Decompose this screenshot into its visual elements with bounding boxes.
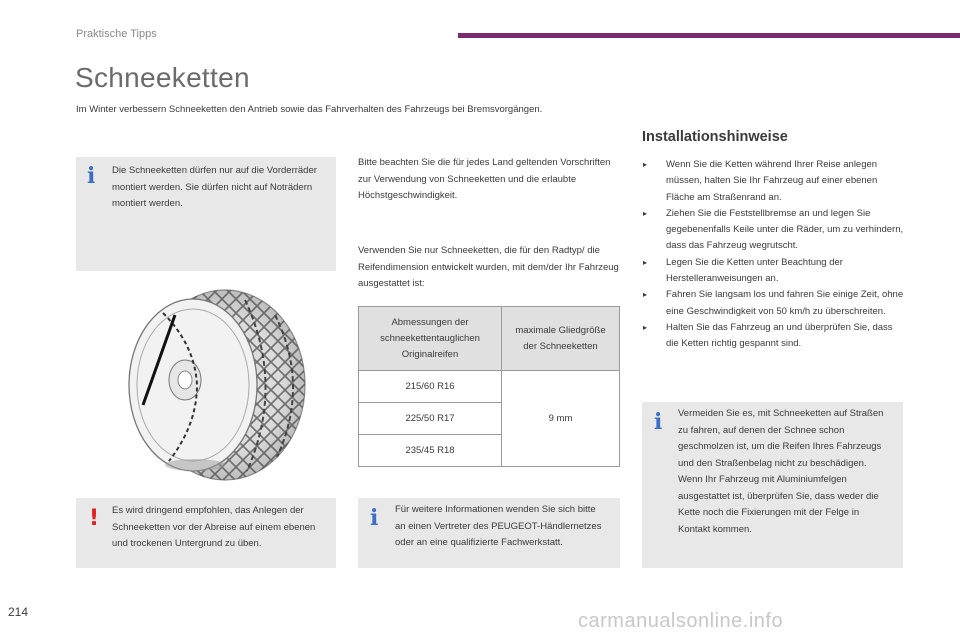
info-icon: i: [370, 505, 379, 531]
right-info-box: [642, 402, 903, 568]
watermark: carmanualsonline.info: [578, 610, 784, 632]
list-item: ▸ Halten Sie das Fahrzeug an und überprüfen Sie, dass die Ketten richtig gespannt sind.: [643, 321, 893, 350]
arrow-right-icon: ▸: [643, 322, 648, 332]
page-number: 214: [8, 605, 29, 619]
page-title: Schneeketten: [75, 62, 250, 93]
table-cell-max-link: 9 mm: [502, 371, 620, 467]
table-header-max-link: maximale Gliedgröße der Schneeketten: [502, 307, 620, 371]
arrow-right-icon: ▸: [643, 208, 648, 218]
table-header-tire-dimensions: Abmessungen der schneekettentauglichen Originalreifen: [359, 307, 502, 371]
list-item: ▸ Legen Sie die Ketten unter Beachtung der Herstelleranweisungen an.: [643, 256, 843, 285]
middle-info-text: Für weitere Informationen wenden Sie sich bitte an einen Vertreter des PEUGEOT-Händlernetzes oder an eine qualifizierte Fachwerkstatt.: [395, 504, 602, 548]
table-cell-tire: 235/45 R18: [359, 435, 502, 467]
arrow-right-icon: ▸: [643, 257, 648, 267]
section-label: Praktische Tipps: [76, 28, 157, 40]
list-item: ▸ Wenn Sie die Ketten während Ihrer Reise anlegen müssen, halten Sie Ihr Fahrzeug auf einer ebenen Fläche am Straßenrand an.: [643, 159, 878, 203]
info-icon: i: [654, 409, 663, 435]
right-info-text: Vermeiden Sie es, mit Schneeketten auf Straßen zu fahren, auf denen der Schnee schon geschmolzen ist, um die Reifen Ihres Fahrzeugs und den Straßenbelag nicht zu beschädigen. Wenn Ihr Fahrzeug mit Aluminiumfelgen ausgestattet ist, überprüfen Sie, dass weder die Kette noch die Fixierungen mit der Felge in Kontakt kommen.: [678, 408, 884, 535]
arrow-right-icon: ▸: [643, 290, 648, 300]
middle-info-box: [358, 498, 620, 568]
info-icon: i: [87, 163, 96, 189]
table-cell-tire: 215/60 R16: [359, 371, 502, 403]
list-item: ▸ Ziehen Sie die Feststellbremse an und legen Sie gegebenenfalls Keile unter die Räder, um zu verhindern, dass das Fahrzeug wegrutscht.: [643, 207, 904, 252]
table-cell-tire: 225/50 R17: [359, 403, 502, 435]
middle-paragraph-1: Bitte beachten Sie die für jedes Land geltenden Vorschriften zur Verwendung von Schneeketten und die erlaubte Höchstgeschwindigkeit.: [358, 157, 611, 201]
left-info-text: Die Schneeketten dürfen nur auf die Vorderräder montiert werden. Sie dürfen nicht auf Noträdern montiert werden.: [112, 165, 317, 209]
installation-title: Installationshinweise: [642, 129, 788, 145]
tire-chain-table: [358, 306, 620, 467]
left-warning-text: Es wird dringend empfohlen, das Anlegen der Schneeketten vor der Abreise auf einem ebenen und trockenen Untergrund zu üben.: [112, 505, 316, 549]
warning-icon: !: [89, 506, 100, 531]
left-warning-box: [76, 498, 336, 568]
middle-paragraph-2: Verwenden Sie nur Schneeketten, die für den Radtyp/ die Reifendimension entwickelt wurden, mit dem/der Ihr Fahrzeug ausgestattet ist:: [358, 245, 619, 289]
snow-chain-illustration: [75, 285, 337, 485]
list-item: ▸ Fahren Sie langsam los und fahren Sie einige Zeit, ohne eine Geschwindigkeit von 50 km/h zu überschreiten.: [643, 289, 904, 317]
arrow-right-icon: ▸: [643, 160, 648, 169]
left-info-box: [76, 157, 336, 271]
intro-text: Im Winter verbessern Schneeketten den Antrieb sowie das Fahrverhalten des Fahrzeugs bei Bremsvorgängen.: [76, 104, 543, 115]
header-accent-bar: [458, 33, 960, 38]
installation-list: [643, 157, 905, 353]
